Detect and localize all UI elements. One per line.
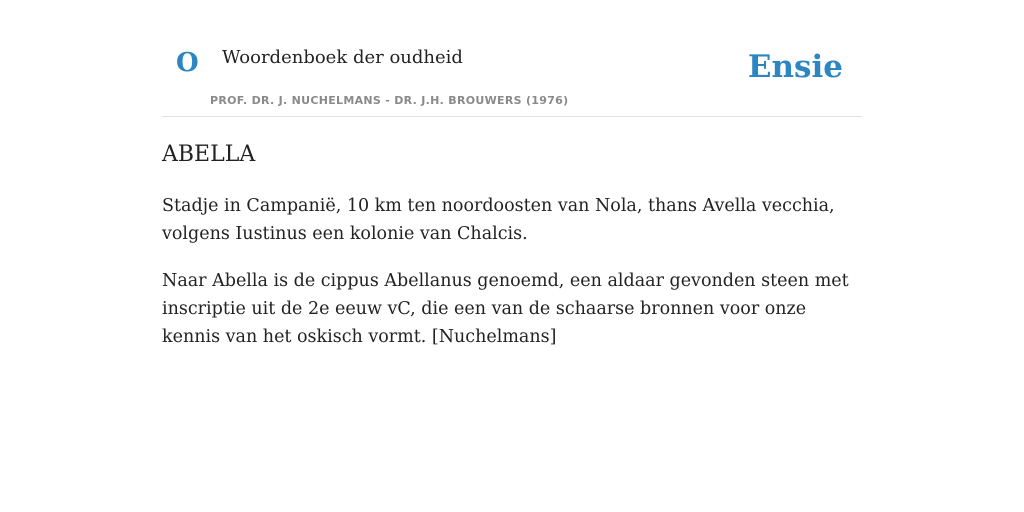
article-paragraph: Stadje in Campanië, 10 km ten noordoosten van Nola, thans Avella vecchia, volgens Iustinus een kolonie van Chalcis. [162, 196, 835, 244]
ensie-logo-link[interactable]: Ensie [747, 49, 843, 85]
entry-title: ABELLA [162, 142, 256, 167]
book-title-link[interactable]: Woordenboek der oudheid [222, 47, 463, 68]
article-paragraph: Naar Abella is de cippus Abellanus genoemd, een aldaar gevonden steen met inscriptie uit de 2e eeuw vC, die een van de schaarse bronnen voor onze kennis van het oskisch vormt. [Nuchelmans] [162, 271, 849, 347]
book-authors: PROF. DR. J. NUCHELMANS - DR. J.H. BROUWERS (1976) [210, 94, 569, 107]
book-letter-logo[interactable]: O [176, 48, 199, 78]
article [162, 138, 862, 351]
book-header [162, 0, 862, 117]
